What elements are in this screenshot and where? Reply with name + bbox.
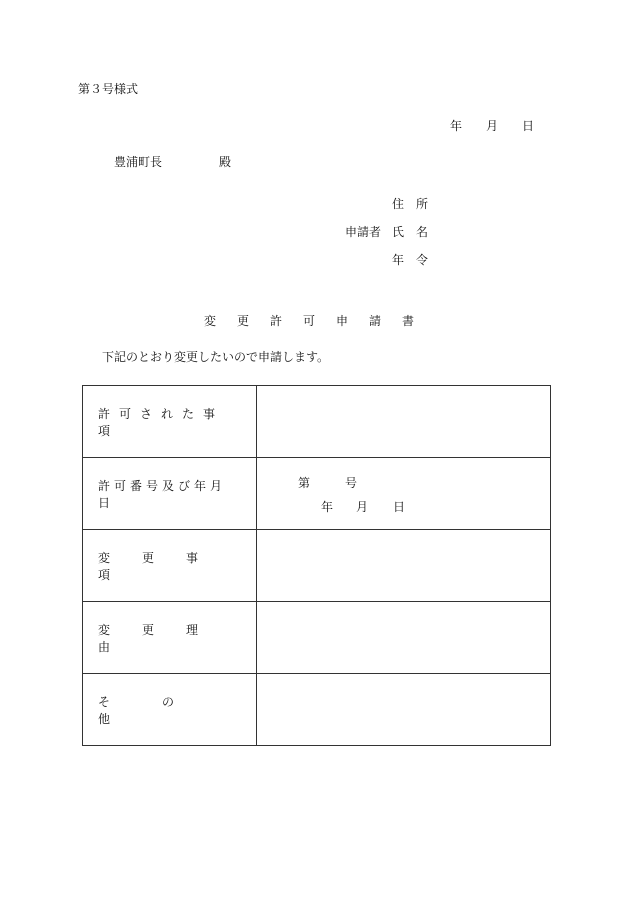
document-title: 変更許可申請書 bbox=[204, 314, 436, 328]
table-row bbox=[83, 674, 551, 746]
row-label-text: 許可された事項 bbox=[98, 406, 225, 438]
applicant-age-label: 年令 bbox=[392, 253, 441, 267]
value-change-reason[interactable] bbox=[257, 602, 551, 674]
table-row bbox=[83, 458, 551, 530]
date-day-label: 日 bbox=[522, 119, 535, 133]
permit-day-label: 日 bbox=[393, 500, 406, 514]
row-label-text: 変更理由 bbox=[98, 622, 231, 654]
value-other[interactable] bbox=[257, 674, 551, 746]
value-change-matter[interactable] bbox=[257, 530, 551, 602]
applicant-address-label: 住所 bbox=[392, 197, 441, 211]
row-label-change-matter bbox=[83, 530, 257, 602]
applicant-role-label: 申請者 bbox=[345, 225, 382, 239]
date-month-label: 月 bbox=[486, 119, 499, 133]
value-permit-number-date[interactable] bbox=[257, 458, 551, 530]
row-label-permit-number-date bbox=[83, 458, 257, 530]
row-label-other bbox=[83, 674, 257, 746]
permit-month-label: 月 bbox=[356, 500, 369, 514]
table-row bbox=[83, 602, 551, 674]
row-label-text: その他 bbox=[98, 694, 227, 726]
form-number: 第３号様式 bbox=[78, 82, 139, 96]
table-row bbox=[83, 530, 551, 602]
value-permitted-matter[interactable] bbox=[257, 386, 551, 458]
applicant-name-label: 氏名 bbox=[392, 225, 441, 239]
row-label-change-reason bbox=[83, 602, 257, 674]
row-label-text: 変更事項 bbox=[98, 550, 231, 582]
addressee-name: 豊浦町長 bbox=[114, 155, 163, 169]
permit-number-prefix: 第 bbox=[298, 476, 311, 490]
permit-number-suffix: 号 bbox=[345, 476, 358, 490]
table-row bbox=[83, 386, 551, 458]
addressee-honorific: 殿 bbox=[219, 155, 232, 169]
row-label-permitted-matter bbox=[83, 386, 257, 458]
date-year-label: 年 bbox=[450, 119, 463, 133]
row-label-text: 許可番号及び年月日 bbox=[98, 478, 227, 510]
intro-text: 下記のとおり変更したいので申請します。 bbox=[102, 350, 330, 364]
application-table bbox=[82, 385, 551, 746]
permit-year-label: 年 bbox=[321, 500, 334, 514]
